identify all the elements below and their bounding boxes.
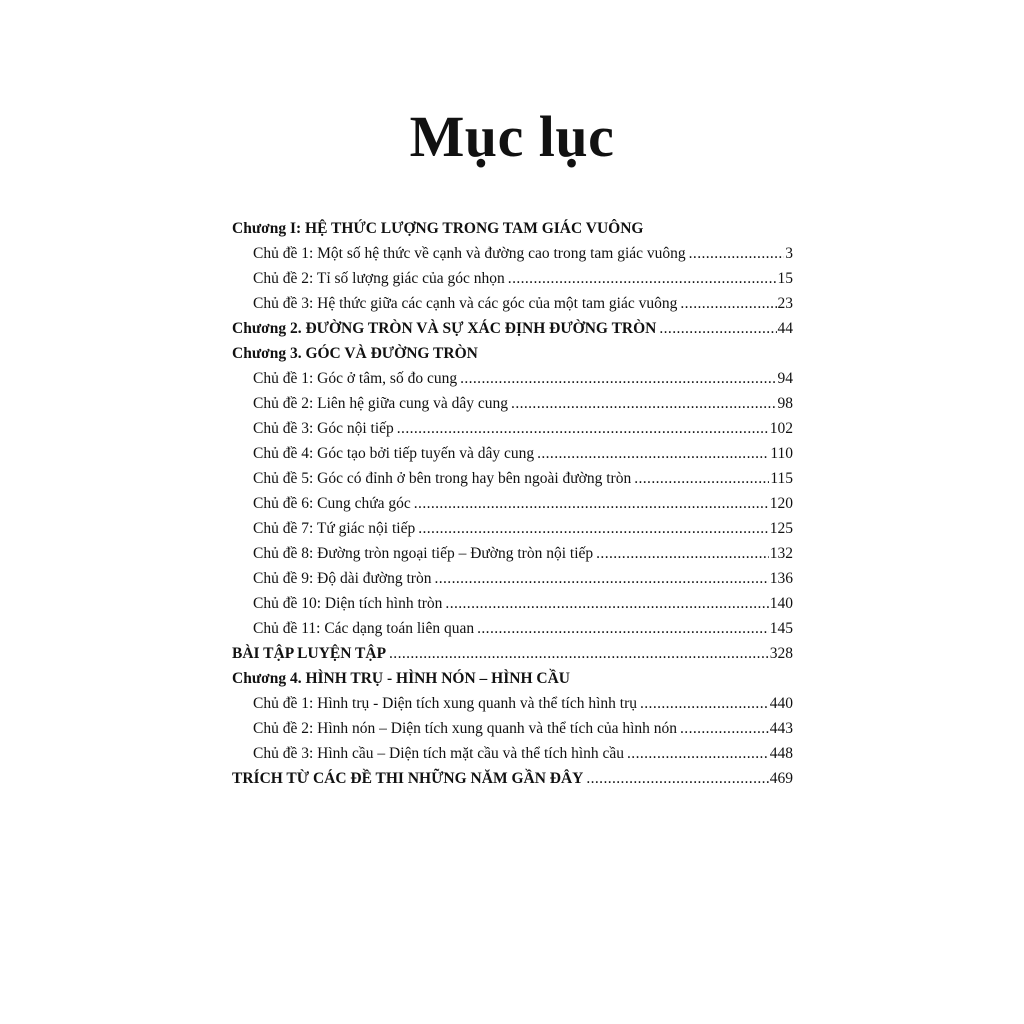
toc-entry[interactable] [232,466,793,491]
toc-entry-label: Chương I: HỆ THỨC LƯỢNG TRONG TAM GIÁC VUÔNG [232,220,644,237]
toc-page-number: 440 [769,695,793,712]
toc-entry[interactable] [232,416,793,441]
toc-heading-chapter-1[interactable] [232,216,793,241]
page-title: Mục lục [409,104,615,169]
toc-entry[interactable] [232,441,793,466]
toc-page-number: 23 [777,295,793,312]
dot-leader [640,691,769,716]
toc-entry[interactable] [232,391,793,416]
toc-entry[interactable] [232,366,793,391]
dot-leader [680,291,776,316]
toc-entry-label: Chủ đề 10: Diện tích hình tròn [253,595,443,612]
dot-leader [397,416,769,441]
toc-entry-label: Chủ đề 1: Hình trụ - Diện tích xung quanh và thể tích hình trụ [253,695,637,712]
toc-page-number: 110 [770,445,793,462]
toc-entry-label: Chủ đề 2: Liên hệ giữa cung và dây cung [253,395,509,412]
dot-leader [511,391,776,416]
table-of-contents [232,216,793,791]
toc-entry-label: Chủ đề 2: Tỉ số lượng giác của góc nhọn [253,270,505,287]
toc-heading-exercises[interactable] [232,641,793,666]
toc-page-number: 140 [769,595,793,612]
dot-leader [434,566,768,591]
dot-leader [537,441,769,466]
toc-heading-chapter-2[interactable] [232,316,793,341]
dot-leader [418,516,769,541]
toc-entry-label: TRÍCH TỪ CÁC ĐỀ THI NHỮNG NĂM GẦN ĐÂY [232,770,584,787]
toc-entry-label: Chủ đề 6: Cung chứa góc [253,495,411,512]
toc-entry[interactable] [232,566,793,591]
dot-leader [508,266,777,291]
toc-page-number: 136 [769,570,793,587]
dot-leader [689,241,785,266]
toc-entry[interactable] [232,541,793,566]
dot-leader [445,591,768,616]
toc-entry-label: Chủ đề 8: Đường tròn ngoại tiếp – Đường tròn nội tiếp [253,545,594,562]
toc-page-number: 94 [777,370,793,387]
toc-page-number: 132 [769,545,793,562]
toc-entry[interactable] [232,266,793,291]
dot-leader [389,641,769,666]
toc-entry-label: Chương 2. ĐƯỜNG TRÒN VÀ SỰ XÁC ĐỊNH ĐƯỜNG TRÒN [232,320,657,337]
toc-heading-chapter-3[interactable] [232,341,793,366]
toc-page-number: 469 [769,770,793,787]
toc-entry-label: Chủ đề 5: Góc có đỉnh ở bên trong hay bên ngoài đường tròn [253,470,632,487]
toc-entry-label: Chủ đề 9: Độ dài đường tròn [253,570,432,587]
toc-entry-label: Chủ đề 3: Hệ thức giữa các cạnh và các góc của một tam giác vuông [253,295,678,312]
toc-page-number: 98 [777,395,793,412]
toc-page-number: 120 [769,495,793,512]
toc-entry-label: Chủ đề 1: Một số hệ thức về cạnh và đường cao trong tam giác vuông [253,245,686,262]
toc-page-number: 3 [785,245,793,262]
dot-leader [596,541,769,566]
toc-entry[interactable] [232,516,793,541]
toc-heading-exam-excerpts[interactable] [232,766,793,791]
toc-entry-label: Chủ đề 4: Góc tạo bởi tiếp tuyến và dây cung [253,445,535,462]
toc-entry[interactable] [232,716,793,741]
toc-entry-label: Chủ đề 7: Tứ giác nội tiếp [253,520,416,537]
toc-entry-label: Chương 3. GÓC VÀ ĐƯỜNG TRÒN [232,345,478,362]
toc-page-number: 443 [769,720,793,737]
toc-page-number: 15 [777,270,793,287]
toc-entry[interactable] [232,616,793,641]
toc-entry-label: Chủ đề 2: Hình nón – Diện tích xung quanh và thể tích của hình nón [253,720,678,737]
toc-entry-label: Chủ đề 11: Các dạng toán liên quan [253,620,475,637]
toc-entry-label: BÀI TẬP LUYỆN TẬP [232,645,387,662]
toc-heading-chapter-4[interactable] [232,666,793,691]
dot-leader [477,616,769,641]
dot-leader [634,466,769,491]
toc-page-number: 125 [769,520,793,537]
toc-page-number: 44 [777,320,793,337]
toc-page-number: 102 [769,420,793,437]
toc-entry[interactable] [232,491,793,516]
dot-leader [586,766,768,791]
toc-page-number: 448 [769,745,793,762]
dot-leader [680,716,769,741]
toc-entry[interactable] [232,291,793,316]
toc-entry[interactable] [232,691,793,716]
toc-entry[interactable] [232,241,793,266]
dot-leader [627,741,769,766]
dot-leader [414,491,769,516]
toc-entry-label: Chương 4. HÌNH TRỤ - HÌNH NÓN – HÌNH CẦU [232,670,570,687]
toc-entry-label: Chủ đề 3: Góc nội tiếp [253,420,394,437]
dot-leader [460,366,776,391]
dot-leader [659,316,776,341]
toc-page-number: 115 [770,470,793,487]
toc-entry[interactable] [232,591,793,616]
toc-page-number: 145 [769,620,793,637]
toc-page-number: 328 [769,645,793,662]
toc-entry[interactable] [232,741,793,766]
toc-entry-label: Chủ đề 1: Góc ở tâm, số đo cung [253,370,458,387]
toc-entry-label: Chủ đề 3: Hình cầu – Diện tích mặt cầu và thể tích hình cầu [253,745,625,762]
